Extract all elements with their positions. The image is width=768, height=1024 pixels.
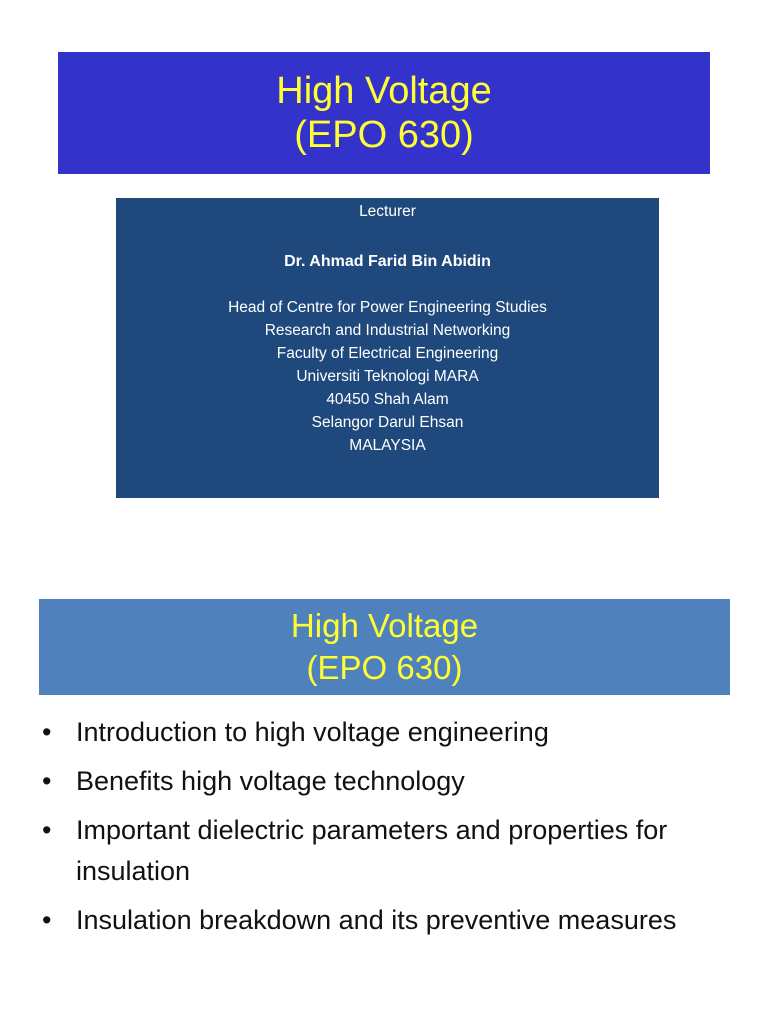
bullet-text: Benefits high voltage technology	[76, 766, 465, 796]
bullet-text: Insulation breakdown and its preventive measures	[76, 905, 677, 935]
bullet-text: Important dielectric parameters and properties for insulation	[76, 815, 668, 886]
lecturer-name: Dr. Ahmad Farid Bin Abidin	[284, 253, 491, 270]
lecturer-address	[116, 296, 659, 457]
address-line: 40450 Shah Alam	[326, 391, 449, 408]
address-line: Head of Centre for Power Engineering Studies	[228, 299, 547, 316]
address-line: Selangor Darul Ehsan	[311, 414, 464, 431]
address-line: Faculty of Electrical Engineering	[276, 345, 499, 362]
address-line: Research and Industrial Networking	[264, 322, 511, 339]
list-item	[40, 810, 740, 892]
bullet-icon: •	[42, 717, 52, 747]
lecturer-info-box	[116, 198, 659, 498]
list-item	[40, 761, 740, 802]
bullet-icon: •	[42, 766, 52, 796]
slide2-title-line2: (EPO 630)	[306, 649, 463, 686]
list-item	[40, 712, 740, 753]
address-line: MALAYSIA	[349, 437, 426, 454]
slide1-title-line2: (EPO 630)	[294, 114, 474, 156]
bullet-text: Introduction to high voltage engineering	[76, 717, 549, 747]
list-item	[40, 900, 740, 941]
bullet-icon: •	[42, 815, 52, 845]
lecturer-role: Lecturer	[359, 203, 416, 220]
slide1-title-line1: High Voltage	[276, 70, 492, 112]
address-line: Universiti Teknologi MARA	[296, 368, 479, 385]
topic-bullet-list	[40, 712, 740, 949]
slide1-title-banner	[58, 52, 710, 174]
slide2-title-banner	[39, 599, 730, 695]
slide2-title-line1: High Voltage	[290, 607, 479, 644]
bullet-icon: •	[42, 905, 52, 935]
